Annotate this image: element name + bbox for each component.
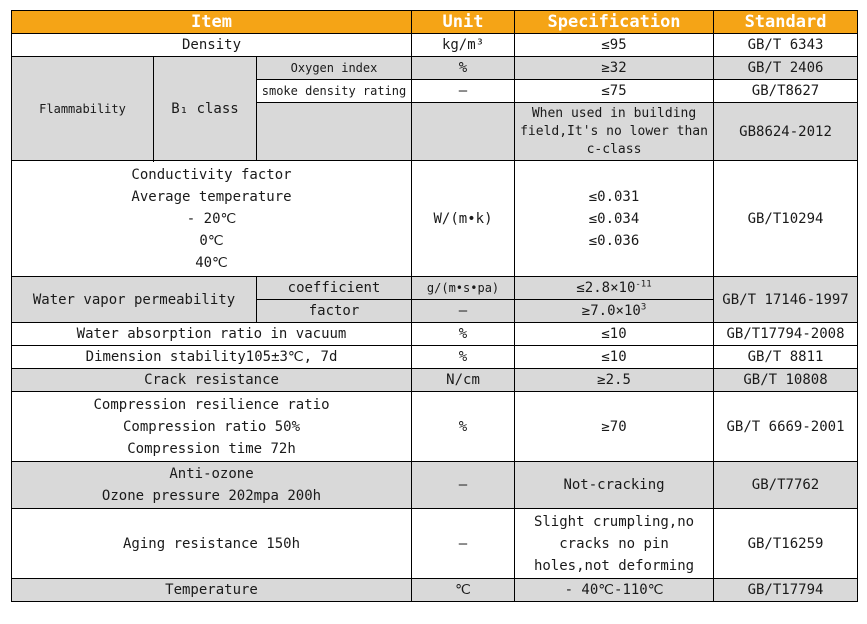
factor-spec-base: ≥7.0×10	[581, 303, 641, 319]
water-vapor-standard: GB/T 17146-1997	[714, 277, 858, 323]
oxygen-index-unit: %	[412, 57, 515, 80]
row-conductivity	[12, 161, 858, 277]
water-vapor-factor-name: factor	[257, 300, 412, 323]
row-aging	[12, 509, 858, 579]
oxygen-index-spec: ≥32	[515, 57, 714, 80]
smoke-density-name: smoke density rating	[257, 80, 412, 103]
aging-unit: —	[412, 509, 515, 579]
spec-table	[11, 10, 858, 602]
ozone-unit: —	[412, 462, 515, 509]
compression-spec: ≥70	[515, 392, 714, 462]
building-field-unit	[412, 103, 515, 161]
conductivity-spec	[515, 161, 714, 277]
compression-line: Compression time 72h	[127, 440, 296, 457]
factor-spec-exp: 3	[640, 302, 647, 313]
conductivity-spec-value: ≤0.036	[588, 232, 640, 249]
smoke-density-spec: ≤75	[515, 80, 714, 103]
crack-resistance-spec: ≥2.5	[515, 369, 714, 392]
row-water-absorption	[12, 323, 858, 346]
aging-spec-line: cracks no pin	[559, 535, 669, 552]
conductivity-line: Conductivity factor	[131, 166, 292, 183]
dimension-stability-unit: %	[412, 346, 515, 369]
temperature-standard: GB/T17794	[714, 579, 858, 602]
row-crack-resistance	[12, 369, 858, 392]
water-absorption-spec: ≤10	[515, 323, 714, 346]
dimension-stability-spec: ≤10	[515, 346, 714, 369]
crack-resistance-standard: GB/T 10808	[714, 369, 858, 392]
row-water-vapor-coefficient	[12, 277, 858, 300]
aging-standard: GB/T16259	[714, 509, 858, 579]
conductivity-spec-value: ≤0.034	[588, 210, 640, 227]
water-vapor-label: Water vapor permeability	[12, 277, 257, 323]
conductivity-spec-value: ≤0.031	[588, 188, 640, 205]
building-field-name	[257, 103, 412, 161]
building-field-spec: When used in building field,It's no lower than c-class	[515, 103, 714, 161]
water-absorption-standard: GB/T17794-2008	[714, 323, 858, 346]
header-row	[12, 11, 858, 34]
temperature-unit: ℃	[412, 579, 515, 602]
coefficient-spec-base: ≤2.8×10	[576, 280, 636, 296]
aging-item: Aging resistance 150h	[12, 509, 412, 579]
water-vapor-factor-unit: —	[412, 300, 515, 323]
flammability-class: B₁ class	[154, 57, 257, 161]
density-item: Density	[12, 34, 412, 57]
compression-unit: %	[412, 392, 515, 462]
conductivity-unit: W/(m•k)	[412, 161, 515, 277]
row-density	[12, 34, 858, 57]
smoke-density-standard: GB/T8627	[714, 80, 858, 103]
density-unit: kg/m³	[412, 34, 515, 57]
compression-standard: GB/T 6669-2001	[714, 392, 858, 462]
conductivity-line: Average temperature	[131, 188, 292, 205]
water-vapor-factor-spec	[515, 300, 714, 323]
oxygen-index-name: Oxygen index	[257, 57, 412, 80]
aging-spec-line: Slight crumpling,no	[533, 513, 695, 530]
crack-resistance-unit: N/cm	[412, 369, 515, 392]
row-ozone	[12, 462, 858, 509]
header-item: Item	[12, 11, 412, 34]
compression-item	[12, 392, 412, 462]
water-vapor-coefficient-unit: g/(m•s•pa)	[412, 277, 515, 300]
conductivity-item	[12, 161, 412, 277]
conductivity-line: 0℃	[199, 232, 224, 249]
water-vapor-coefficient-spec	[515, 277, 714, 300]
ozone-line: Anti-ozone	[169, 466, 254, 482]
row-temperature	[12, 579, 858, 602]
header-spec: Specification	[515, 11, 714, 34]
compression-line: Compression ratio 50%	[123, 418, 301, 435]
row-compression	[12, 392, 858, 462]
dimension-stability-standard: GB/T 8811	[714, 346, 858, 369]
water-absorption-item: Water absorption ratio in vacuum	[12, 323, 412, 346]
conductivity-standard: GB/T10294	[714, 161, 858, 277]
dimension-stability-item: Dimension stability105±3℃, 7d	[12, 346, 412, 369]
row-oxygen-index	[12, 57, 858, 80]
conductivity-line: - 20℃	[186, 210, 237, 227]
building-field-standard: GB8624-2012	[714, 103, 858, 161]
crack-resistance-item: Crack resistance	[12, 369, 412, 392]
header-unit: Unit	[412, 11, 515, 34]
ozone-item	[12, 462, 412, 509]
header-standard: Standard	[714, 11, 858, 34]
ozone-spec: Not-cracking	[515, 462, 714, 509]
water-absorption-unit: %	[412, 323, 515, 346]
flammability-label: Flammability	[12, 57, 154, 161]
temperature-spec: - 40℃-110℃	[515, 579, 714, 602]
density-standard: GB/T 6343	[714, 34, 858, 57]
oxygen-index-standard: GB/T 2406	[714, 57, 858, 80]
row-dimension-stability	[12, 346, 858, 369]
ozone-line: Ozone pressure 202mpa 200h	[101, 488, 322, 504]
density-spec: ≤95	[515, 34, 714, 57]
smoke-density-unit: —	[412, 80, 515, 103]
water-vapor-coefficient-name: coefficient	[257, 277, 412, 300]
ozone-standard: GB/T7762	[714, 462, 858, 509]
temperature-item: Temperature	[12, 579, 412, 602]
compression-line: Compression resilience ratio	[93, 396, 330, 413]
conductivity-line: 40℃	[195, 254, 228, 271]
aging-spec-line: holes,not deforming	[533, 557, 695, 574]
coefficient-spec-exp: -11	[635, 279, 652, 290]
aging-spec	[515, 509, 714, 579]
